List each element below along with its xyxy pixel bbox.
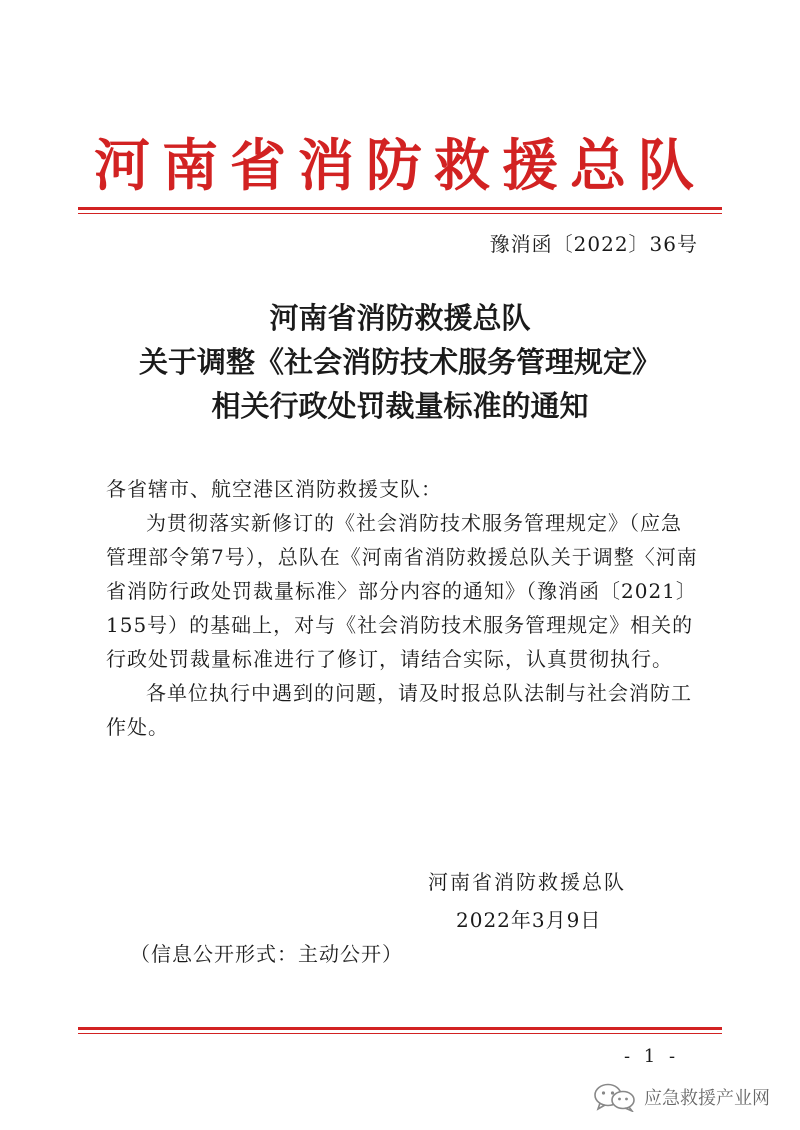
document-title	[0, 296, 800, 428]
body-paragraph-2: 各单位执行中遇到的问题，请及时报总队法制与社会消防工作处。	[106, 681, 692, 739]
footer-red-rule	[78, 1027, 722, 1030]
document-body	[106, 472, 698, 744]
signature-date: 2022年3月9日	[456, 908, 602, 932]
page-number: - 1 -	[624, 1046, 680, 1067]
footer-red-rule-thin	[78, 1033, 722, 1034]
watermark	[592, 1082, 770, 1112]
document-number: 豫消函〔2022〕36号	[489, 232, 698, 256]
title-line-3: 相关行政处罚裁量标准的通知	[211, 389, 589, 423]
watermark-text: 应急救援产业网	[644, 1088, 770, 1109]
title-line-1: 河南省消防救援总队	[269, 301, 531, 335]
letterhead-red-rule-thin	[78, 213, 722, 214]
title-line-2: 关于调整《社会消防技术服务管理规定》	[138, 345, 661, 379]
salutation: 各省辖市、航空港区消防救援支队：	[106, 477, 442, 501]
body-paragraph-1: 为贯彻落实新修订的《社会消防技术服务管理规定》（应急管理部令第7号），总队在《河南省消防救援总队关于调整〈河南省消防行政处罚裁量标准〉部分内容的通知》（豫消函〔2021〕155号）的基础上，对与《社会消防技术服务管理规定》相关的行政处罚裁量标准进行了修订，请结合实际，认真贯彻执行。	[106, 511, 698, 671]
letterhead-red-rule	[78, 207, 722, 210]
disclosure-note: （信息公开形式：主动公开）	[130, 942, 403, 966]
signature-org: 河南省消防救援总队	[428, 870, 626, 894]
wechat-icon	[592, 1082, 638, 1112]
letterhead-org-name: 河南省消防救援总队	[94, 134, 706, 199]
